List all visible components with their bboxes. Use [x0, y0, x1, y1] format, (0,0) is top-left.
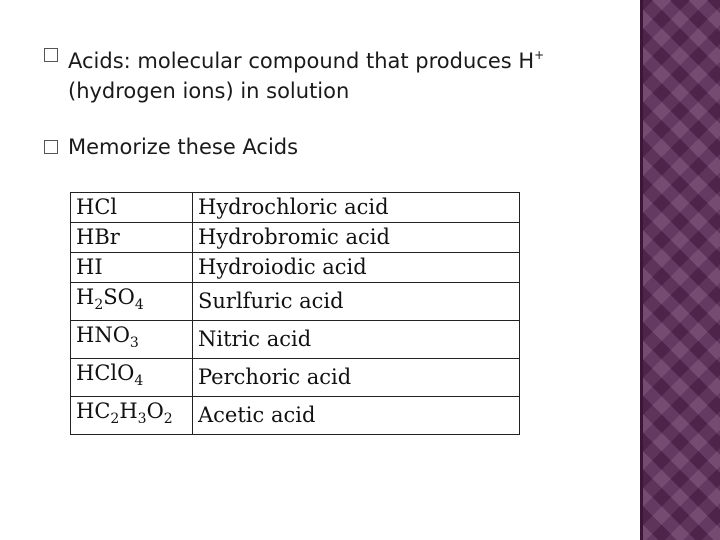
formula-subscript: 4 [134, 373, 144, 389]
formula-subscript: 2 [110, 411, 120, 427]
acid-name: Hydroiodic acid [193, 253, 520, 283]
formula-subscript: 2 [94, 297, 104, 313]
acid-formula [71, 193, 193, 223]
formula-part: H [119, 399, 138, 423]
acid-row [71, 253, 520, 283]
formula-part: O [146, 399, 164, 423]
bullet-text: Memorize these Acids [68, 135, 299, 159]
acid-formula [71, 223, 193, 253]
acid-row [71, 359, 520, 397]
acid-name: Hydrochloric acid [193, 193, 520, 223]
bullet-text: Acids: molecular compound that produces H+ (hydrogen ions) in solution [68, 48, 545, 103]
formula-part: HCl [76, 195, 118, 219]
acid-formula [71, 253, 193, 283]
bullet-acids-definition [40, 40, 630, 106]
formula-subscript: 3 [129, 335, 139, 351]
acid-formula [71, 359, 193, 397]
formula-part: HC [76, 399, 111, 423]
acid-row [71, 223, 520, 253]
formula-part: HBr [76, 225, 120, 249]
acid-row [71, 321, 520, 359]
acid-name: Acetic acid [193, 397, 520, 435]
acid-name: Hydrobromic acid [193, 223, 520, 253]
decorative-sidebar [640, 0, 720, 540]
checkbox-bullet-icon [44, 140, 58, 154]
sidebar-edge [640, 0, 643, 540]
bullet-list [40, 40, 630, 162]
acid-formula [71, 283, 193, 321]
bullet-memorize [40, 132, 630, 162]
acid-name: Surlfuric acid [193, 283, 520, 321]
acid-name: Nitric acid [193, 321, 520, 359]
formula-part: HI [76, 255, 103, 279]
acid-name: Perchoric acid [193, 359, 520, 397]
acid-formula [71, 397, 193, 435]
formula-subscript: 2 [163, 411, 173, 427]
acid-row [71, 397, 520, 435]
formula-part: HClO [76, 361, 135, 385]
formula-part: SO [103, 285, 135, 309]
acid-formula [71, 321, 193, 359]
formula-part: H [76, 285, 95, 309]
formula-subscript: 4 [134, 297, 144, 313]
acid-row [71, 283, 520, 321]
superscript-plus: + [534, 48, 545, 62]
formula-part: HNO [76, 323, 130, 347]
checkbox-bullet-icon [44, 48, 58, 62]
acid-row [71, 193, 520, 223]
formula-subscript: 3 [137, 411, 147, 427]
acids-table [70, 192, 520, 435]
